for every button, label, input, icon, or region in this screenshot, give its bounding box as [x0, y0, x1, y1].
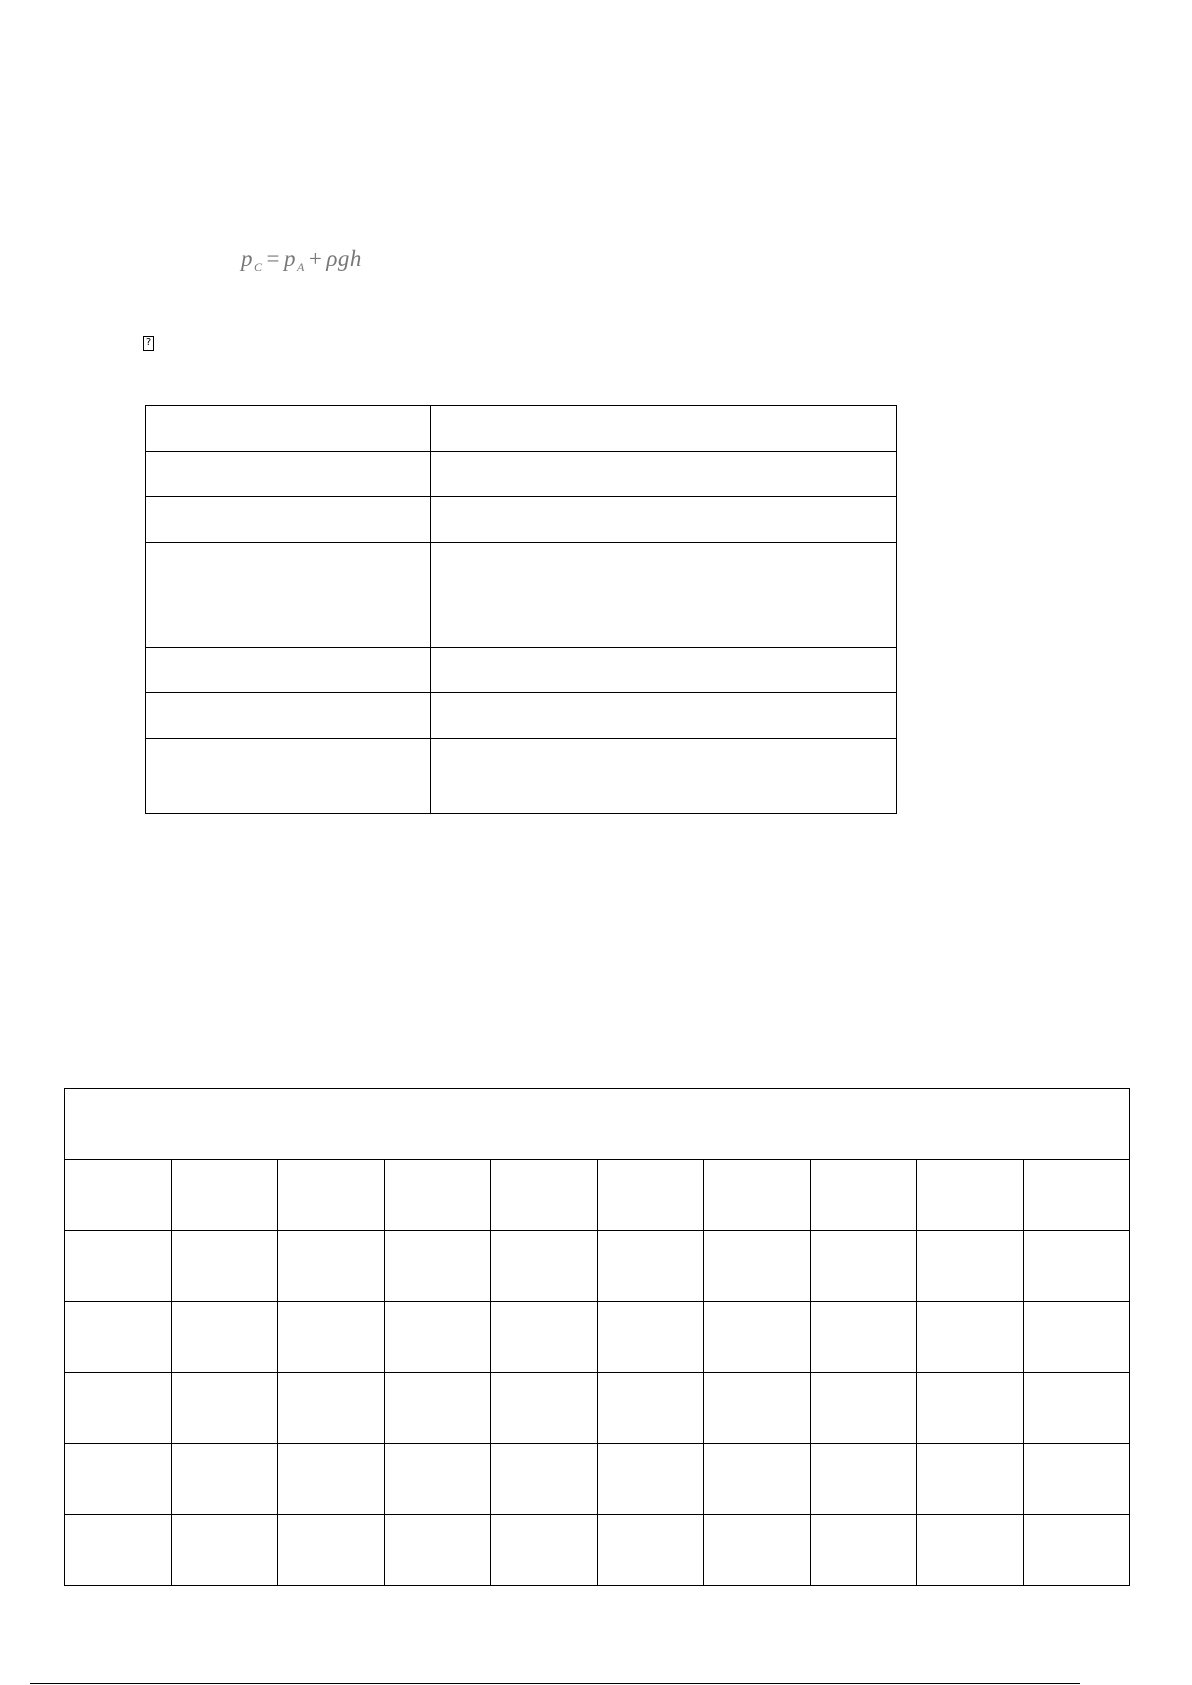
- missing-glyph-icon: ?: [143, 336, 154, 351]
- table-cell: [278, 1444, 385, 1515]
- table-cell: [597, 1160, 704, 1231]
- table-row: [65, 1515, 1130, 1586]
- table-cell: [917, 1302, 1024, 1373]
- measurement-grid-table: [64, 1088, 1130, 1586]
- table-row: [146, 739, 897, 814]
- table-header-row: [65, 1089, 1130, 1160]
- table-cell: [146, 406, 431, 452]
- table-cell: [810, 1231, 917, 1302]
- formula-equals: =: [266, 246, 280, 271]
- table-cell: [384, 1373, 491, 1444]
- formula-plus: +: [308, 246, 323, 271]
- table-cell: [704, 1515, 811, 1586]
- table-cell: [810, 1444, 917, 1515]
- table-cell: [704, 1302, 811, 1373]
- table-cell: [430, 739, 896, 814]
- formula-rhs-symbol: p: [284, 246, 296, 271]
- table-cell: [171, 1231, 278, 1302]
- table-row: [146, 497, 897, 543]
- table-cell: [597, 1302, 704, 1373]
- table-cell: [1023, 1444, 1130, 1515]
- table-row: [65, 1160, 1130, 1231]
- table-cell: [491, 1444, 598, 1515]
- pressure-formula: [241, 246, 362, 275]
- table-cell: [917, 1231, 1024, 1302]
- formula-lhs-sub: C: [254, 260, 263, 274]
- formula-lhs-symbol: p: [241, 246, 253, 271]
- table-row: [65, 1231, 1130, 1302]
- table-cell: [65, 1231, 172, 1302]
- table-cell: [917, 1515, 1024, 1586]
- table-cell: [597, 1231, 704, 1302]
- table-cell: [704, 1444, 811, 1515]
- table-cell: [65, 1373, 172, 1444]
- table-cell: [704, 1231, 811, 1302]
- table-cell: [146, 497, 431, 543]
- table-cell: [146, 452, 431, 497]
- table-cell: [430, 452, 896, 497]
- table-row: [65, 1444, 1130, 1515]
- table-row: [146, 406, 897, 452]
- table-cell: [384, 1160, 491, 1231]
- table-row: [146, 648, 897, 693]
- table-cell: [1023, 1160, 1130, 1231]
- table-cell: [597, 1515, 704, 1586]
- table-cell: [491, 1302, 598, 1373]
- table-cell: [171, 1160, 278, 1231]
- table-cell: [810, 1302, 917, 1373]
- table-cell: [491, 1515, 598, 1586]
- table-cell: [146, 543, 431, 648]
- table-cell: [65, 1515, 172, 1586]
- table-cell: [278, 1515, 385, 1586]
- table-row: [146, 543, 897, 648]
- table-cell: [430, 543, 896, 648]
- table-cell: [491, 1373, 598, 1444]
- footer-divider: [30, 1683, 1080, 1684]
- table-row: [146, 693, 897, 739]
- table-cell: [65, 1302, 172, 1373]
- table-cell: [1023, 1231, 1130, 1302]
- table-cell: [171, 1444, 278, 1515]
- table-cell: [491, 1231, 598, 1302]
- table-cell: [278, 1302, 385, 1373]
- table-cell: [1023, 1302, 1130, 1373]
- table-cell: [810, 1373, 917, 1444]
- table-header-cell: [65, 1089, 1130, 1160]
- table-cell: [278, 1231, 385, 1302]
- table-cell: [430, 693, 896, 739]
- table-cell: [384, 1444, 491, 1515]
- table-cell: [278, 1160, 385, 1231]
- table-cell: [384, 1515, 491, 1586]
- table-cell: [384, 1302, 491, 1373]
- parameter-table: [145, 405, 897, 814]
- table-row: [146, 452, 897, 497]
- table-cell: [430, 406, 896, 452]
- table-cell: [917, 1160, 1024, 1231]
- table-cell: [917, 1444, 1024, 1515]
- table-cell: [597, 1373, 704, 1444]
- formula-term: ρgh: [326, 246, 362, 271]
- table-cell: [171, 1515, 278, 1586]
- table-cell: [917, 1373, 1024, 1444]
- table-cell: [810, 1160, 917, 1231]
- table-cell: [1023, 1515, 1130, 1586]
- table-cell: [430, 648, 896, 693]
- table-cell: [597, 1444, 704, 1515]
- table-cell: [1023, 1373, 1130, 1444]
- table-cell: [278, 1373, 385, 1444]
- table-cell: [65, 1160, 172, 1231]
- table-cell: [146, 693, 431, 739]
- formula-rhs-sub: A: [297, 260, 305, 274]
- table-cell: [704, 1160, 811, 1231]
- table-cell: [810, 1515, 917, 1586]
- table-cell: [430, 497, 896, 543]
- table-row: [65, 1302, 1130, 1373]
- table-row: [65, 1373, 1130, 1444]
- table-cell: [171, 1302, 278, 1373]
- table-cell: [146, 648, 431, 693]
- table-cell: [65, 1444, 172, 1515]
- table-cell: [491, 1160, 598, 1231]
- table-cell: [384, 1231, 491, 1302]
- table-cell: [171, 1373, 278, 1444]
- table-cell: [146, 739, 431, 814]
- table-cell: [704, 1373, 811, 1444]
